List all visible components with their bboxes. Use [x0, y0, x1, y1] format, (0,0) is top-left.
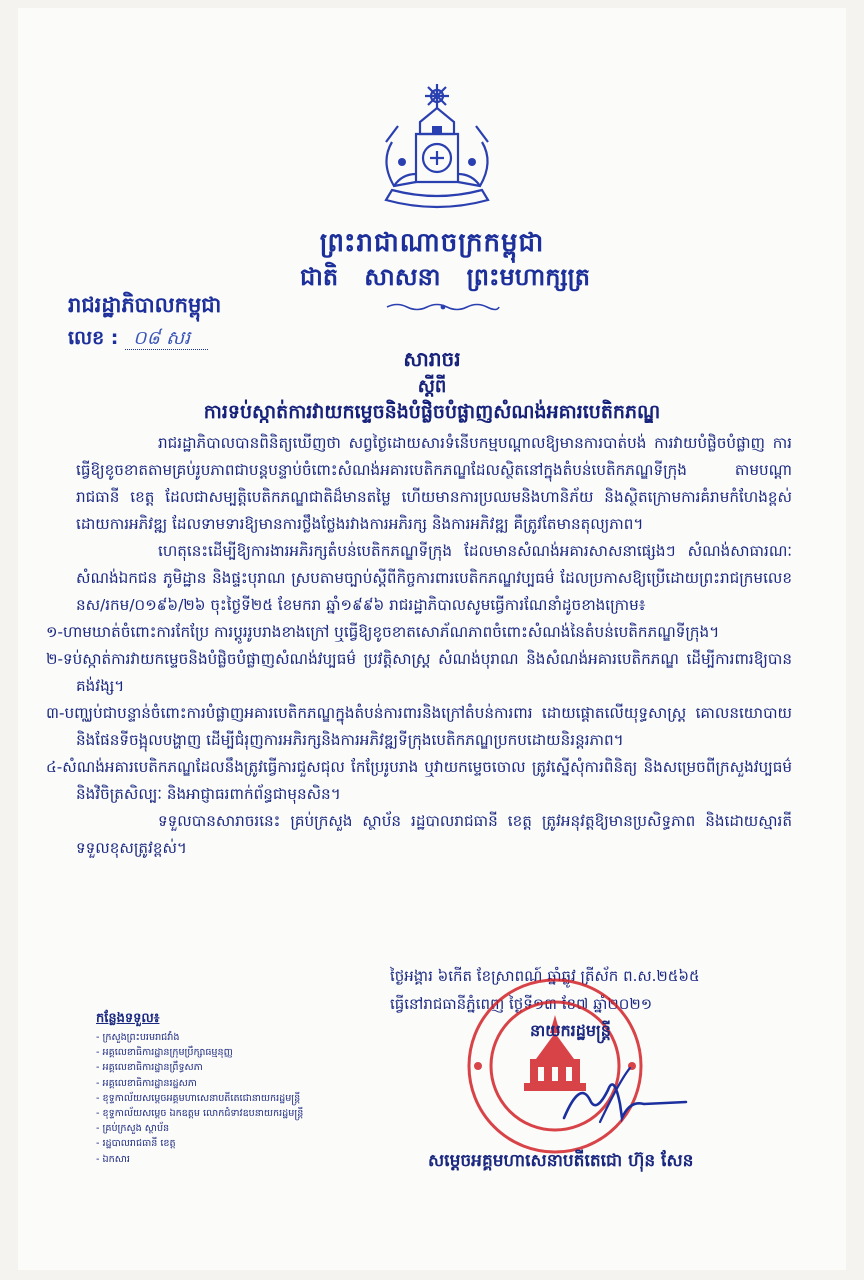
- kingdom-title: ព្រះរាជាណាចក្រកម្ពុជា: [319, 228, 545, 258]
- recipients-list: [96, 1030, 303, 1167]
- list-item: - ក្រសួងព្រះបរមរាជវាំង: [96, 1032, 180, 1043]
- issuing-government: រាជរដ្ឋាភិបាលកម្ពុជា: [68, 293, 222, 317]
- handwritten-signature-icon: [560, 1060, 690, 1130]
- document-subject: ការទប់ស្កាត់ការវាយកម្ទេចនិងបំផ្លិចបំផ្លាញសំណង់អគារបេតិកភណ្ឌ: [203, 401, 661, 423]
- motto-religion: សាសនា: [364, 263, 441, 291]
- reference-label: លេខ :: [68, 327, 119, 349]
- reference-value: ០៨ សរ: [125, 327, 208, 350]
- paragraph-intro: រាជរដ្ឋាភិបាលបានពិនិត្យឃើញថា សព្វថ្ងៃដោយសារទំនើបកម្មបណ្តាលឱ្យមានការបាត់បង់ ការវាយបំផ្លិចបំផ្លាញ ការធ្វើឱ្យខូចខាតតាមគ្រប់រូបភាពជាបន្តបន្ទាប់ចំពោះសំណង់អគារបេតិកភណ្ឌដែលស្ថិតនៅក្នុងតំបន់បេតិកភណ្ឌទីក្រុង តាមបណ្តារាជធានី ខេត្ត ដែលជាសម្បត្តិបេតិកភណ្ឌជាតិដ៏មានតម្លៃ ហើយមានការប្រឈមនិងហានិភ័យ និងស្ថិតក្រោមការគំរាមកំហែងខ្ពស់ដោយការអភិវឌ្ឍ ដែលទាមទារឱ្យមានការថ្លឹងថ្លែងរវាងការអភិរក្ស និងការអភិវឌ្ឍ គឺត្រូវតែមានតុល្យភាព។: [76, 434, 792, 533]
- solar-date: ធ្វើនៅរាជធានីភ្នំពេញ ថ្ងៃទី១៣ ខែ៧ ឆ្នាំ២០២១: [390, 995, 653, 1013]
- list-item: - អគ្គលេខាធិការដ្ឋានរដ្ឋសភា: [96, 1077, 197, 1089]
- list-item: ៣-បញ្ឈប់ជាបន្ទាន់ចំពោះការបំផ្លាញអគារបេតិកភណ្ឌក្នុងតំបន់ការពារនិងក្រៅតំបន់ការពារ ដោយផ្តោតលើយុទ្ធសាស្ត្រ គោលនយោបាយ និងផែនទីចង្អុលបង្ហាញ ដើម្បីជំរុញការអភិរក្សនិងការអភិវឌ្ឍទីក្រុងបេតិកភណ្ឌប្រកបដោយនិរន្តរភាព។: [46, 704, 792, 749]
- recipients-title: កន្លែងទទួល៖: [96, 1011, 160, 1026]
- list-item: - រដ្ឋបាលរាជធានី ខេត្ត: [96, 1138, 176, 1150]
- motto-nation: ជាតិ: [300, 263, 339, 291]
- list-item: - ឯកសារ: [96, 1153, 130, 1165]
- divider-ornament-icon: [383, 300, 503, 314]
- document-body: [46, 430, 792, 862]
- paragraph-purpose: ហេតុនេះដើម្បីឱ្យការងារអភិរក្សតំបន់បេតិកភណ្ឌទីក្រុង ដែលមានសំណង់អគារសាសនាផ្សេងៗ សំណង់សាធារណៈ សំណង់ឯកជន ភូមិដ្ឋាន និងផ្ទះបុរាណ ស្របតាមច្បាប់ស្តីពីកិច្ចការពារបេតិកភណ្ឌវប្បធម៌ ដែលប្រកាសឱ្យប្រើដោយព្រះរាជក្រមលេខ នស/រកម/០១៩៦/២៦ ចុះថ្ងៃទី២៥ ខែមករា ឆ្នាំ១៩៩៦ រាជរដ្ឋាភិបាលសូមធ្វើការណែនាំដូចខាងក្រោម៖: [76, 542, 792, 614]
- list-item: ២-ទប់ស្កាត់ការវាយកម្ទេចនិងបំផ្លិចបំផ្លាញសំណង់វប្បធម៌ ប្រវត្តិសាស្ត្រ សំណង់បុរាណ និងសំណង់អគារបេតិកភណ្ឌ ដើម្បីការពារឱ្យបានគង់វង្ស។: [46, 650, 792, 695]
- national-motto: [300, 262, 590, 297]
- list-item: - ខុទ្ទកាល័យសម្តេចអគ្គមហាសេនាបតីតេជោនាយករដ្ឋមន្ត្រី: [96, 1092, 301, 1104]
- list-item: - ខុទ្ទកាល័យសម្តេច ឯកឧត្តម លោកជំទាវឧបនាយករដ្ឋមន្ត្រី: [96, 1108, 304, 1120]
- list-item: ១-ហាមឃាត់ចំពោះការកែប្រែ ការប្តូររូបរាងខាងក្រៅ ឬធ្វើឱ្យខូចខាតសោភ័ណភាពចំពោះសំណង់នៃតំបន់បេតិកភណ្ឌទីក្រុង។: [46, 623, 720, 641]
- document-type: សារាចរ: [403, 347, 461, 371]
- list-item: - អគ្គលេខាធិការដ្ឋានព្រឹទ្ធសភា: [96, 1062, 203, 1074]
- list-item: ៤-សំណង់អគារបេតិកភណ្ឌដែលនឹងត្រូវធ្វើការជួសជុល កែប្រែរូបរាង ឬវាយកម្ទេចចោល ត្រូវស្នើសុំការពិនិត្យ និងសម្រេចពីក្រសួងវប្បធម៌និងវិចិត្រសិល្បៈ និងអាជ្ញាធរពាក់ព័ន្ធជាមុនសិន។: [46, 758, 792, 803]
- royal-emblem-icon: [372, 82, 502, 217]
- signer-name: សម្តេចអគ្គមហាសេនាបតីតេជោ ហ៊ុន សែន: [428, 1151, 694, 1171]
- list-item: - គ្រប់ក្រសួង ស្ថាប័ន: [96, 1123, 170, 1135]
- paragraph-closing: ទទួលបានសារាចរនេះ គ្រប់ក្រសួង ស្ថាប័ន រដ្ឋបាលរាជធានី ខេត្ត ត្រូវអនុវត្តឱ្យមានប្រសិទ្ធភាព និងដោយស្មារតីទទួលខុសត្រូវខ្ពស់។: [76, 812, 792, 857]
- lunar-date: ថ្ងៃអង្គារ ៦កើត ខែស្រាពណ៍ ឆ្នាំឆ្លូវ ត្រីស័ក ព.ស.២៥៦៥: [390, 967, 700, 985]
- document-about: ស្តីពី: [417, 376, 447, 397]
- list-item: - អគ្គលេខាធិការដ្ឋានក្រុមប្រឹក្សាធម្មនុញ្ញ: [96, 1047, 233, 1059]
- motto-king: ព្រះមហាក្សត្រ: [466, 263, 590, 291]
- signatory-title: នាយករដ្ឋមន្ត្រី: [530, 1021, 611, 1040]
